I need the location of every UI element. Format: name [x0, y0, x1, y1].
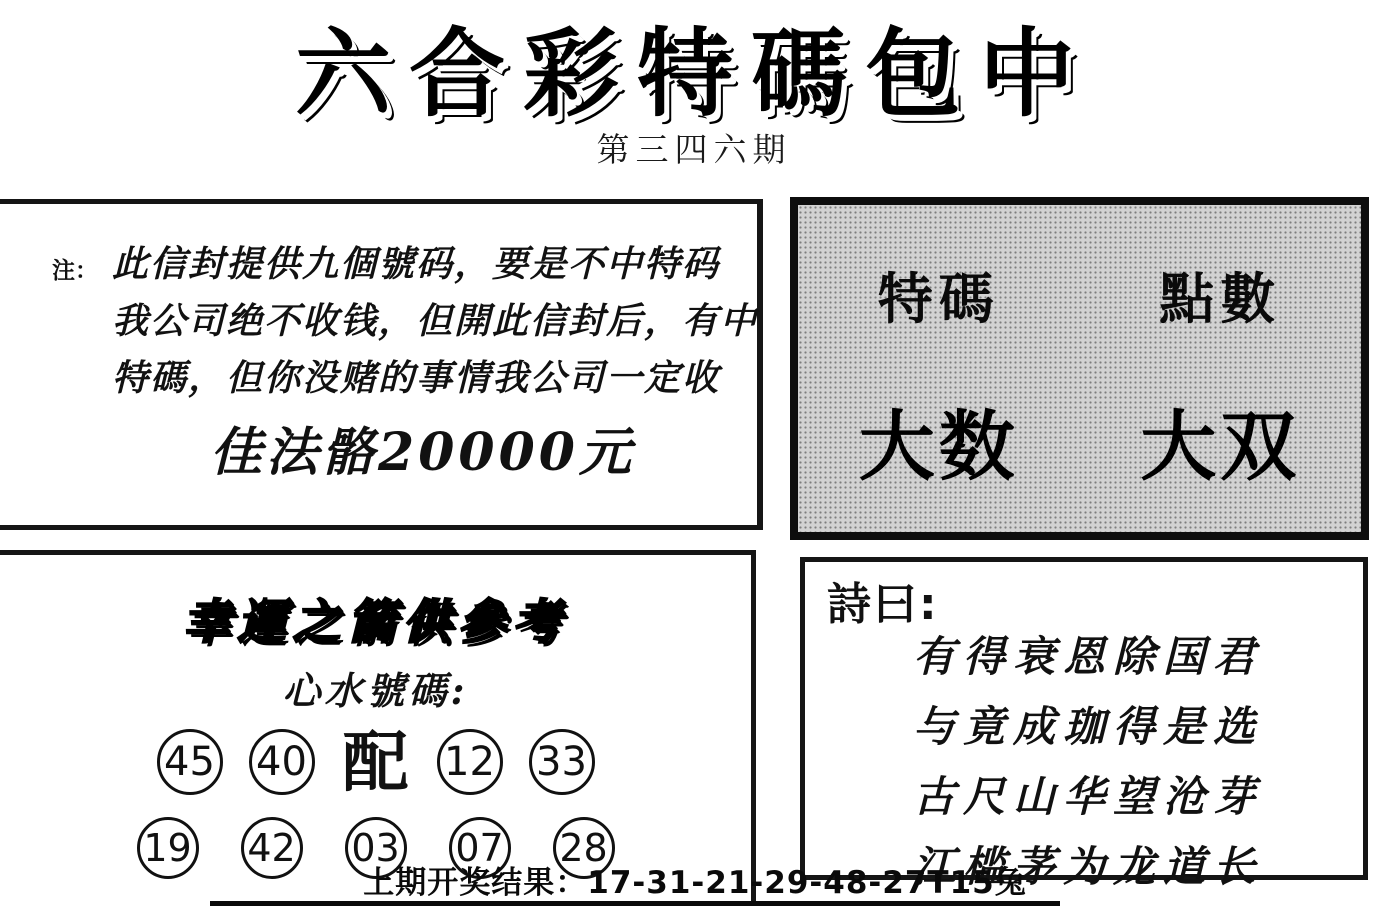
- special-code-header: 特碼: [877, 266, 1000, 331]
- poem-line-3: 古尺山华望沧芽: [913, 772, 1264, 821]
- special-code-value: 大数: [858, 402, 1019, 491]
- lucky-number-row-1: [0, 723, 751, 801]
- prediction-column-points: [1094, 205, 1347, 532]
- prediction-column-special-code: [812, 205, 1065, 532]
- issue-number: 第三四六期: [596, 130, 792, 169]
- lucky-number-circle: 12: [437, 729, 503, 795]
- lucky-numbers-box: [0, 550, 756, 905]
- prediction-box: [790, 197, 1369, 540]
- lucky-arrow-title: 幸運之箭供參考: [183, 595, 568, 650]
- lucky-number-circle: 33: [529, 729, 595, 795]
- note-text: [112, 236, 759, 407]
- last-draw-result: 上期开奖结果：17-31-21-29-48-27T15兔: [210, 860, 1060, 906]
- guarantee-text: 佳法骼20000元: [210, 422, 635, 483]
- lucky-number-circle: 40: [249, 729, 315, 795]
- note-line-3: 特碼，但你没赌的事情我公司一定收: [112, 357, 721, 399]
- poem-line-1: 有得衰恩除国君: [913, 632, 1264, 681]
- poem-label: 詩曰:: [827, 579, 939, 630]
- poem-line-4: 江槛茅为龙道长: [913, 842, 1264, 891]
- lucky-number-circle: 03: [345, 817, 407, 879]
- lucky-number-circle: 28: [553, 817, 615, 879]
- page-title: 六合彩特碼包中: [295, 17, 1093, 130]
- lucky-number-circle: 42: [241, 817, 303, 879]
- lucky-number-circle: 19: [137, 817, 199, 879]
- poem-box: [800, 557, 1368, 891]
- pei-connector-character: 配: [342, 723, 409, 801]
- note-line-2: 我公司绝不收钱，但開此信封后，有中: [112, 300, 759, 342]
- note-label: 注：: [52, 257, 98, 284]
- lucky-number-circle: 07: [449, 817, 511, 879]
- note-line-1: 此信封提供九個號码，要是不中特码: [112, 243, 721, 285]
- heart-water-numbers-label: 心水號碼:: [282, 668, 469, 713]
- points-value: 大双: [1140, 402, 1301, 491]
- note-box: [0, 199, 763, 530]
- points-header: 點數: [1159, 266, 1282, 331]
- poem-line-2: 与竟成珈得是选: [913, 702, 1264, 751]
- lucky-number-circle: 45: [157, 729, 223, 795]
